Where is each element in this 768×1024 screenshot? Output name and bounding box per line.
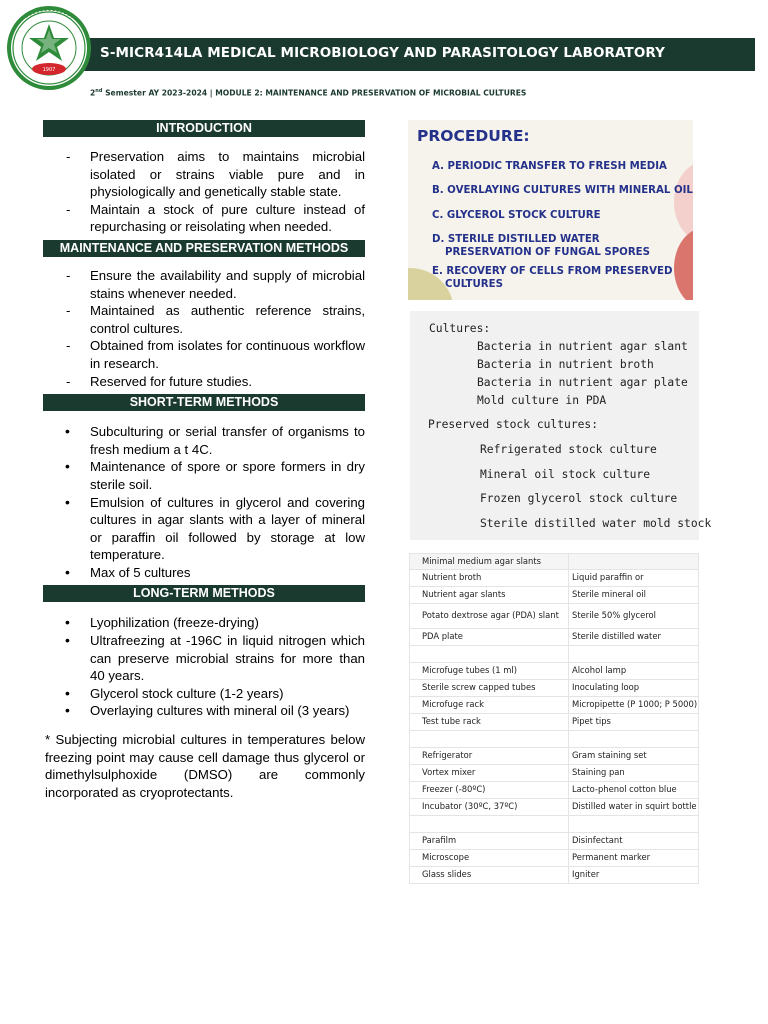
table-cell: Vortex mixer: [410, 765, 569, 782]
preserved-item: Sterile distilled water mold stock: [480, 517, 712, 530]
table-cell: Glass slides: [410, 867, 569, 884]
table-row: [410, 587, 699, 604]
table-cell: Sterile 50% glycerol: [569, 604, 699, 629]
table-cell: Test tube rack: [410, 714, 569, 731]
table-cell: [569, 816, 699, 833]
table-cell: Sterile distilled water: [569, 629, 699, 646]
semester-subtitle: 2nd Semester AY 2023-2024 | MODULE 2: MAINTENANCE AND PRESERVATION OF MICROBIAL CULTURES: [90, 88, 527, 98]
methods-heading: MAINTENANCE AND PRESERVATION METHODS: [43, 240, 365, 257]
methods-list: [43, 267, 365, 390]
list-item: • Max of 5 cultures: [43, 564, 365, 582]
culture-item: Bacteria in nutrient broth: [477, 358, 654, 371]
table-row: [410, 629, 699, 646]
table-cell: Alcohol lamp: [569, 663, 699, 680]
table-row: [410, 714, 699, 731]
table-row: [410, 850, 699, 867]
table-cell: Sterile mineral oil: [569, 587, 699, 604]
materials-table: [409, 553, 699, 884]
preserved-heading: Preserved stock cultures:: [428, 418, 599, 431]
table-cell: PDA plate: [410, 629, 569, 646]
table-cell: Micropipette (P 1000; P 5000): [569, 697, 699, 714]
table-row: [410, 554, 699, 570]
table-cell: [569, 731, 699, 748]
cultures-heading: Cultures:: [429, 322, 491, 335]
table-row: [410, 748, 699, 765]
table-cell: Incubator (30ºC, 37ºC): [410, 799, 569, 816]
table-cell: Lacto-phenol cotton blue: [569, 782, 699, 799]
table-row: [410, 867, 699, 884]
university-seal-icon: [6, 5, 92, 91]
preserved-item: Refrigerated stock culture: [480, 443, 657, 456]
procedure-item: D. STERILE DISTILLED WATER PRESERVATION OF FUNGAL SPORES: [432, 234, 650, 258]
list-item: - Maintain a stock of pure culture instead of repurchasing or reisolating when needed.: [43, 201, 365, 236]
table-cell: Microfuge rack: [410, 697, 569, 714]
list-item: • Emulsion of cultures in glycerol and covering cultures in agar slants with a layer of mineral or paraffin oil followed by storage at low temperature.: [43, 494, 365, 564]
list-item: • Ultrafreezing at -196C in liquid nitrogen which can preserve microbial strains for more than 40 years.: [43, 632, 365, 685]
list-item: • Overlaying cultures with mineral oil (3 years): [43, 702, 365, 720]
decorative-circle: [674, 162, 693, 242]
table-cell: Distilled water in squirt bottle: [569, 799, 699, 816]
short-term-list: [43, 423, 365, 581]
table-cell: Freezer (-80ºC): [410, 782, 569, 799]
page-title: S-MICR414LA MEDICAL MICROBIOLOGY AND PARASITOLOGY LABORATORY: [100, 45, 666, 61]
cultures-panel: [410, 311, 712, 540]
table-cell: Nutrient broth: [410, 570, 569, 587]
procedure-item: E. RECOVERY OF CELLS FROM PRESERVED CULTURES: [432, 266, 673, 290]
table-row: [410, 765, 699, 782]
culture-item: Mold culture in PDA: [477, 394, 607, 407]
table-row: [410, 680, 699, 697]
table-cell: Igniter: [569, 867, 699, 884]
list-item: - Ensure the availability and supply of microbial stains whenever needed.: [43, 267, 365, 302]
procedure-item: C. GLYCEROL STOCK CULTURE: [432, 210, 601, 221]
table-row: [410, 833, 699, 850]
table-cell: Microfuge tubes (1 ml): [410, 663, 569, 680]
table-cell: [569, 554, 699, 570]
culture-item: Bacteria in nutrient agar slant: [477, 340, 688, 353]
table-cell: Minimal medium agar slants: [410, 554, 569, 570]
procedure-item: A. PERIODIC TRANSFER TO FRESH MEDIA: [432, 161, 667, 172]
table-cell: Microscope: [410, 850, 569, 867]
table-cell: Potato dextrose agar (PDA) slant: [410, 604, 569, 629]
table-cell: Disinfectant: [569, 833, 699, 850]
left-column: [43, 120, 365, 801]
list-item: • Maintenance of spore or spore formers in dry sterile soil.: [43, 458, 365, 493]
preserved-item: Frozen glycerol stock culture: [480, 492, 678, 505]
table-cell: Nutrient agar slants: [410, 587, 569, 604]
table-row: [410, 799, 699, 816]
table-cell: Refrigerator: [410, 748, 569, 765]
table-row: [410, 697, 699, 714]
table-cell: Gram staining set: [569, 748, 699, 765]
introduction-heading: INTRODUCTION: [43, 120, 365, 137]
list-item: • Lyophilization (freeze-drying): [43, 614, 365, 632]
list-item: • Subculturing or serial transfer of organisms to fresh medium a t 4C.: [43, 423, 365, 458]
procedure-panel: [408, 120, 693, 300]
preserved-item: Mineral oil stock culture: [480, 468, 651, 481]
logo-year: 1907: [42, 67, 56, 73]
table-cell: Sterile screw capped tubes: [410, 680, 569, 697]
decorative-circle: [674, 228, 693, 300]
list-item: - Preservation aims to maintains microbial isolated or strains viable pure and in physiologically and genetically stable state.: [43, 148, 365, 201]
table-row: [410, 731, 699, 748]
procedure-item: B. OVERLAYING CULTURES WITH MINERAL OIL: [432, 185, 693, 196]
list-item: - Obtained from isolates for continuous workflow in research.: [43, 337, 365, 372]
table-cell: [410, 816, 569, 833]
table-cell: [569, 646, 699, 663]
procedure-title: PROCEDURE:: [417, 127, 530, 145]
list-item: • Glycerol stock culture (1-2 years): [43, 685, 365, 703]
cryoprotectant-note: * Subjecting microbial cultures in temperatures below freezing point may cause cell damage thus glycerol or dimethylsulphoxide (DMSO) are commonly incorporated as cryoprotectants.: [45, 732, 365, 800]
table-cell: Staining pan: [569, 765, 699, 782]
short-term-heading: SHORT-TERM METHODS: [43, 394, 365, 411]
culture-item: Bacteria in nutrient agar plate: [477, 376, 688, 389]
table-row: [410, 646, 699, 663]
table-cell: Parafilm: [410, 833, 569, 850]
introduction-list: [43, 148, 365, 236]
table-row: [410, 663, 699, 680]
table-cell: [410, 731, 569, 748]
table-row: [410, 604, 699, 629]
long-term-list: [43, 614, 365, 720]
table-cell: Inoculating loop: [569, 680, 699, 697]
table-cell: Liquid paraffin or: [569, 570, 699, 587]
long-term-heading: LONG-TERM METHODS: [43, 585, 365, 602]
list-item: - Reserved for future studies.: [43, 373, 365, 391]
table-cell: [410, 646, 569, 663]
table-cell: Permanent marker: [569, 850, 699, 867]
table-cell: Pipet tips: [569, 714, 699, 731]
table-row: [410, 816, 699, 833]
table-row: [410, 782, 699, 799]
table-row: [410, 570, 699, 587]
list-item: - Maintained as authentic reference strains, control cultures.: [43, 302, 365, 337]
